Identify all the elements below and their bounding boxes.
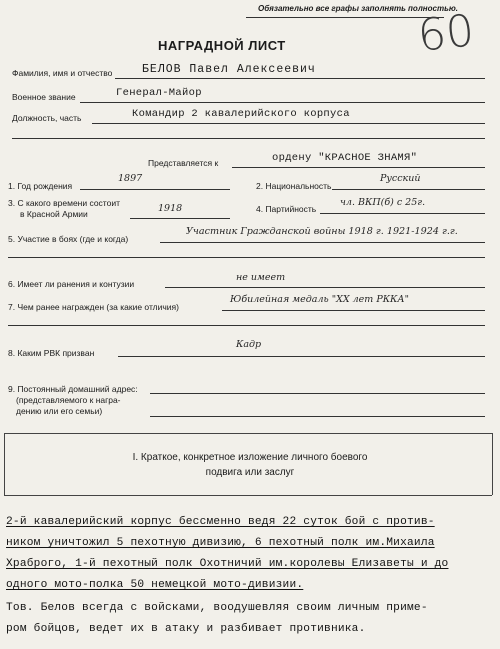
wounds-label: 6. Имеет ли ранения и контузии	[8, 279, 135, 289]
awards-label: 7. Чем ранее награжден (за какие отличия)	[8, 302, 179, 312]
rvk-label: 8. Каким РВК призван	[8, 348, 95, 358]
address-line-2	[150, 416, 485, 417]
wounds-value: не имеет	[236, 272, 286, 283]
rvk-line	[118, 356, 485, 357]
body-line: одного мото-полка 50 немецкой мото-дивизии.	[6, 579, 304, 591]
birth-line	[80, 189, 230, 190]
position-line	[92, 123, 485, 124]
section-title-2: подвига или заслуг	[205, 467, 295, 478]
presented-label: Представляется к	[148, 158, 219, 168]
army-label-2: в Красной Армии	[20, 209, 88, 219]
party-value: чл. ВКП(б) с 25г.	[340, 197, 426, 208]
rvk-value: Кадр	[236, 339, 262, 350]
section-right-rule	[492, 433, 493, 495]
header-note: Обязательно все графы заполнять полностью.	[258, 4, 458, 13]
body-line: Храброго, 1-й пехотный полк Охотничий им.королевы Елизаветы и до	[6, 558, 449, 570]
address-label-1: 9. Постоянный домашний адрес:	[8, 384, 138, 394]
page-title: НАГРАДНОЙ ЛИСТ	[158, 38, 286, 53]
position-value: Командир 2 кавалерийского корпуса	[132, 108, 350, 120]
name-value: БЕЛОВ Павел Алексеевич	[142, 63, 316, 76]
birth-value: 1897	[118, 173, 143, 184]
nationality-value: Русский	[380, 173, 421, 184]
battles-line-2	[8, 257, 485, 258]
address-label-3: дению или его семьи)	[16, 406, 103, 416]
party-label: 4. Партийность	[256, 204, 317, 214]
battles-value: Участник Гражданской войны 1918 г. 1921-1924 г.г.	[186, 226, 458, 237]
header-underline	[246, 17, 444, 18]
wounds-line	[165, 287, 485, 288]
awards-line	[222, 310, 485, 311]
position-label: Должность, часть	[12, 113, 82, 123]
body-line: 2-й кавалерийский корпус бессменно ведя 22 суток бой с против-	[6, 516, 435, 528]
presented-line	[232, 167, 485, 168]
body-line: Тов. Белов всегда с войсками, воодушевляя своим личным приме-	[6, 602, 428, 614]
birth-label: 1. Год рождения	[8, 181, 73, 191]
body-line: ром бойцов, ведет их в атаку и разбивает противника.	[6, 623, 366, 635]
party-line	[320, 213, 485, 214]
name-line	[115, 78, 485, 79]
nationality-line	[332, 189, 485, 190]
army-line	[130, 218, 230, 219]
body-line: ником уничтожил 5 пехотную дивизию, 6 пехотный полк им.Михаила	[6, 537, 435, 549]
section-bottom-rule	[4, 495, 492, 496]
presented-value: ордену "КРАСНОЕ ЗНАМЯ"	[272, 152, 418, 164]
corner-number: 60	[415, 5, 477, 62]
address-label-2: (представляемого к награ-	[16, 395, 121, 405]
nationality-label: 2. Национальность	[256, 181, 332, 191]
section-left-rule	[4, 433, 5, 495]
rank-line	[80, 102, 485, 103]
position-line-2	[12, 138, 485, 139]
awards-line-2	[8, 325, 485, 326]
section-top-rule	[4, 433, 492, 434]
battles-line	[160, 242, 485, 243]
army-value: 1918	[158, 203, 183, 214]
rank-value: Генерал-Майор	[116, 87, 202, 99]
rank-label: Военное звание	[12, 92, 76, 102]
section-title-1: I. Краткое, конкретное изложение личного боевого	[132, 452, 368, 463]
army-label-1: 3. С какого времени состоит	[8, 198, 120, 208]
awards-value: Юбилейная медаль "XX лет РККА"	[230, 294, 409, 305]
battles-label: 5. Участие в боях (где и когда)	[8, 234, 129, 244]
address-line-1	[150, 393, 485, 394]
name-label: Фамилия, имя и отчество	[12, 68, 113, 78]
